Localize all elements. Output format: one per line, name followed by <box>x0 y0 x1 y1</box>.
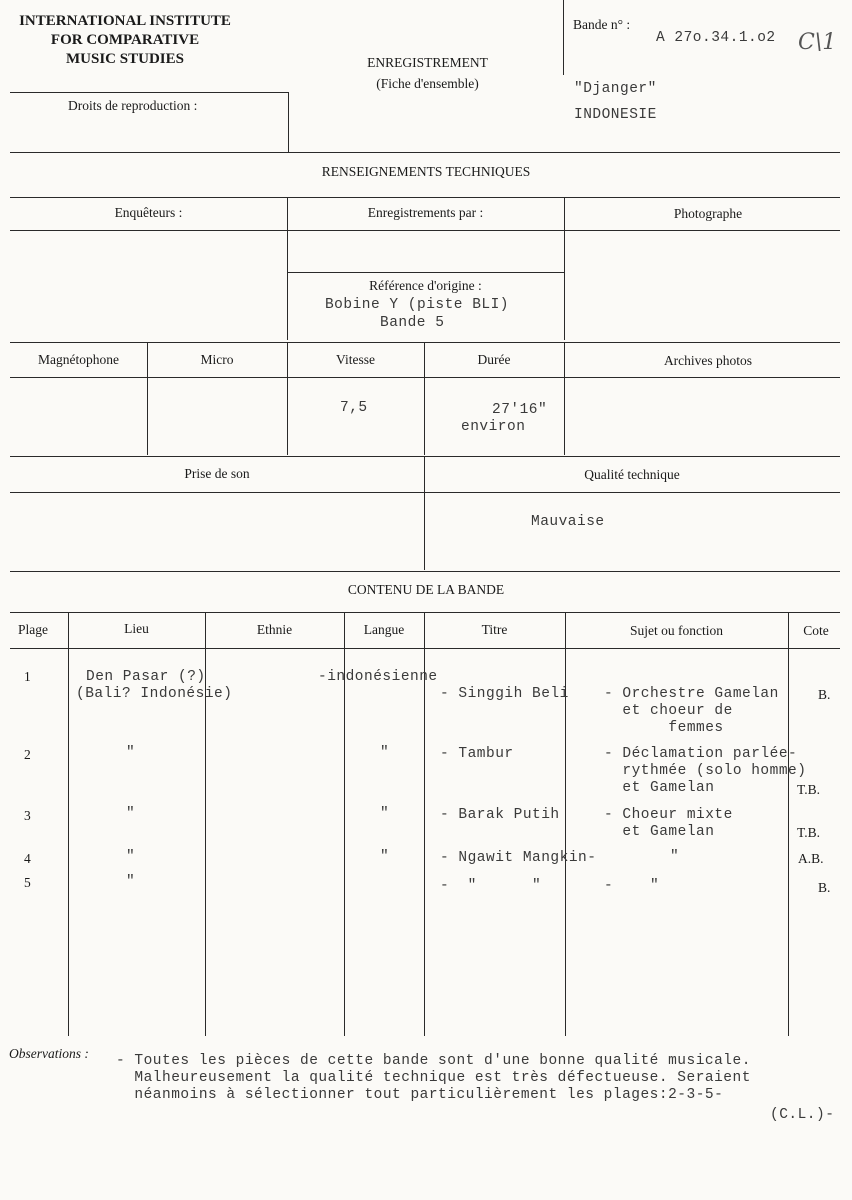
sound-pickup-label: Prise de son <box>184 466 250 481</box>
technical-rule-2 <box>10 230 840 231</box>
col-header-sujet: Sujet ou fonction <box>630 623 723 638</box>
col-header-duree: Durée <box>477 352 511 367</box>
contents-top-rule <box>10 571 840 572</box>
header-bottom-rule <box>10 152 840 153</box>
header-divider-right <box>563 0 564 75</box>
rights-label: Droits de reproduction : <box>68 98 198 113</box>
sujet-1-line-1: - Orchestre Gamelan <box>604 686 779 702</box>
titre-3: - Barak Putih <box>440 807 560 823</box>
handwritten-tape-mark: C\1 <box>798 30 837 55</box>
contents-header-top-rule <box>10 612 840 613</box>
sujet-2-line-1: - Déclamation parlée- <box>604 746 798 762</box>
langue-value: -indonésienne <box>318 669 438 685</box>
sujet-2-line-2: rythmée (solo homme) <box>604 763 807 779</box>
duration-value: 27'16" <box>492 402 548 418</box>
lieu-line-2: (Bali? Indonésie) <box>76 686 233 702</box>
col-header-micro: Micro <box>200 352 234 367</box>
origin-ref-line-1: Bobine Y (piste BLI) <box>324 297 510 313</box>
contents-heading: CONTENU DE LA BANDE <box>347 582 505 597</box>
col-header-lieu: Lieu <box>124 621 149 636</box>
photographer-label: Photographe <box>673 206 743 221</box>
col-header-magnetophone: Magnétophone <box>38 352 119 367</box>
sujet-2-line-3: et Gamelan <box>604 780 715 796</box>
col-header-ethnie: Ethnie <box>256 622 293 637</box>
contents-col-divider-1 <box>68 612 69 1036</box>
cote-3: T.B. <box>797 825 820 840</box>
titre-2: - Tambur <box>440 746 514 762</box>
contents-col-divider-6 <box>788 612 789 1036</box>
origin-ref-rule <box>287 272 564 273</box>
technical-rule-1 <box>10 197 840 198</box>
quality-value: Mauvaise <box>531 514 605 530</box>
form-title: ENREGISTREMENT <box>367 55 488 70</box>
col-header-plage: Plage <box>18 622 48 637</box>
rights-box-right <box>288 92 289 152</box>
contents-header-bottom-rule <box>10 648 840 649</box>
institute-line-2: FOR COMPARATIVE <box>50 32 200 48</box>
plage-4: 4 <box>24 851 31 866</box>
institute-line-1: INTERNATIONAL INSTITUTE <box>19 13 231 29</box>
cote-4: A.B. <box>798 851 824 866</box>
sujet-1-line-3: femmes <box>604 720 724 736</box>
col-header-titre: Titre <box>481 622 508 637</box>
plage-1: 1 <box>24 669 31 684</box>
lieu-2: " <box>126 745 136 761</box>
investigators-label: Enquêteurs : <box>114 205 183 220</box>
lieu-4: " <box>126 849 136 865</box>
observations-line-1: - Toutes les pièces de cette bande sont d'une bonne qualité musicale. <box>116 1053 751 1069</box>
sound-mid-rule <box>10 492 840 493</box>
langue-4: " <box>380 849 390 865</box>
langue-3: " <box>380 806 390 822</box>
tape-country: INDONESIE <box>574 107 657 123</box>
equipment-mid-rule <box>10 377 840 378</box>
cote-5: B. <box>818 880 831 895</box>
observations-signature: (C.L.)- <box>770 1107 835 1123</box>
equipment-top-rule <box>10 342 840 343</box>
sujet-5: - " <box>604 878 660 894</box>
contents-col-divider-5 <box>565 612 566 1036</box>
lieu-line-1: Den Pasar (?) <box>86 669 206 685</box>
technical-heading: RENSEIGNEMENTS TECHNIQUES <box>321 164 531 179</box>
rights-box-top <box>10 92 288 93</box>
tape-name: "Djanger" <box>574 81 657 97</box>
langue-2: " <box>380 745 390 761</box>
col-header-cote: Cote <box>803 623 829 638</box>
titre-5: - " " <box>440 878 542 894</box>
sound-top-rule <box>10 456 840 457</box>
col-header-archives-photos: Archives photos <box>663 353 753 368</box>
duration-note: environ <box>461 419 526 435</box>
plage-3: 3 <box>24 808 31 823</box>
titre-4: - Ngawit Mangkin- <box>440 850 597 866</box>
origin-ref-line-2: Bande 5 <box>380 315 445 331</box>
plage-2: 2 <box>24 747 31 762</box>
quality-label: Qualité technique <box>584 467 680 482</box>
titre-1: - Singgih Beli <box>440 686 569 702</box>
institute-name <box>10 12 240 69</box>
observations-line-3: néanmoins à sélectionner tout particulièrement les plages:2-3-5- <box>116 1087 724 1103</box>
tape-number: A 27o.34.1.o2 <box>656 30 776 46</box>
form-subtitle: (Fiche d'ensemble) <box>376 76 479 91</box>
cote-2: T.B. <box>797 782 820 797</box>
lieu-5: " <box>126 874 136 890</box>
sujet-1-line-2: et choeur de <box>604 703 733 719</box>
lieu-3: " <box>126 806 136 822</box>
col-header-vitesse: Vitesse <box>336 352 375 367</box>
speed-value: 7,5 <box>340 400 368 416</box>
tape-number-label: Bande n° : <box>573 17 631 32</box>
institute-line-3: MUSIC STUDIES <box>66 51 184 67</box>
recorded-by-label: Enregistrements par : <box>367 205 484 220</box>
cote-1: B. <box>818 687 831 702</box>
plage-5: 5 <box>24 875 31 890</box>
observations-label: Observations : <box>9 1046 89 1061</box>
sujet-4: " <box>624 849 680 865</box>
sujet-3-line-1: - Choeur mixte <box>604 807 733 823</box>
col-header-langue: Langue <box>363 622 405 637</box>
observations-line-2: Malheureusement la qualité technique est très défectueuse. Seraient <box>116 1070 751 1086</box>
sujet-3-line-2: et Gamelan <box>604 824 715 840</box>
origin-ref-label: Référence d'origine : <box>369 278 482 293</box>
